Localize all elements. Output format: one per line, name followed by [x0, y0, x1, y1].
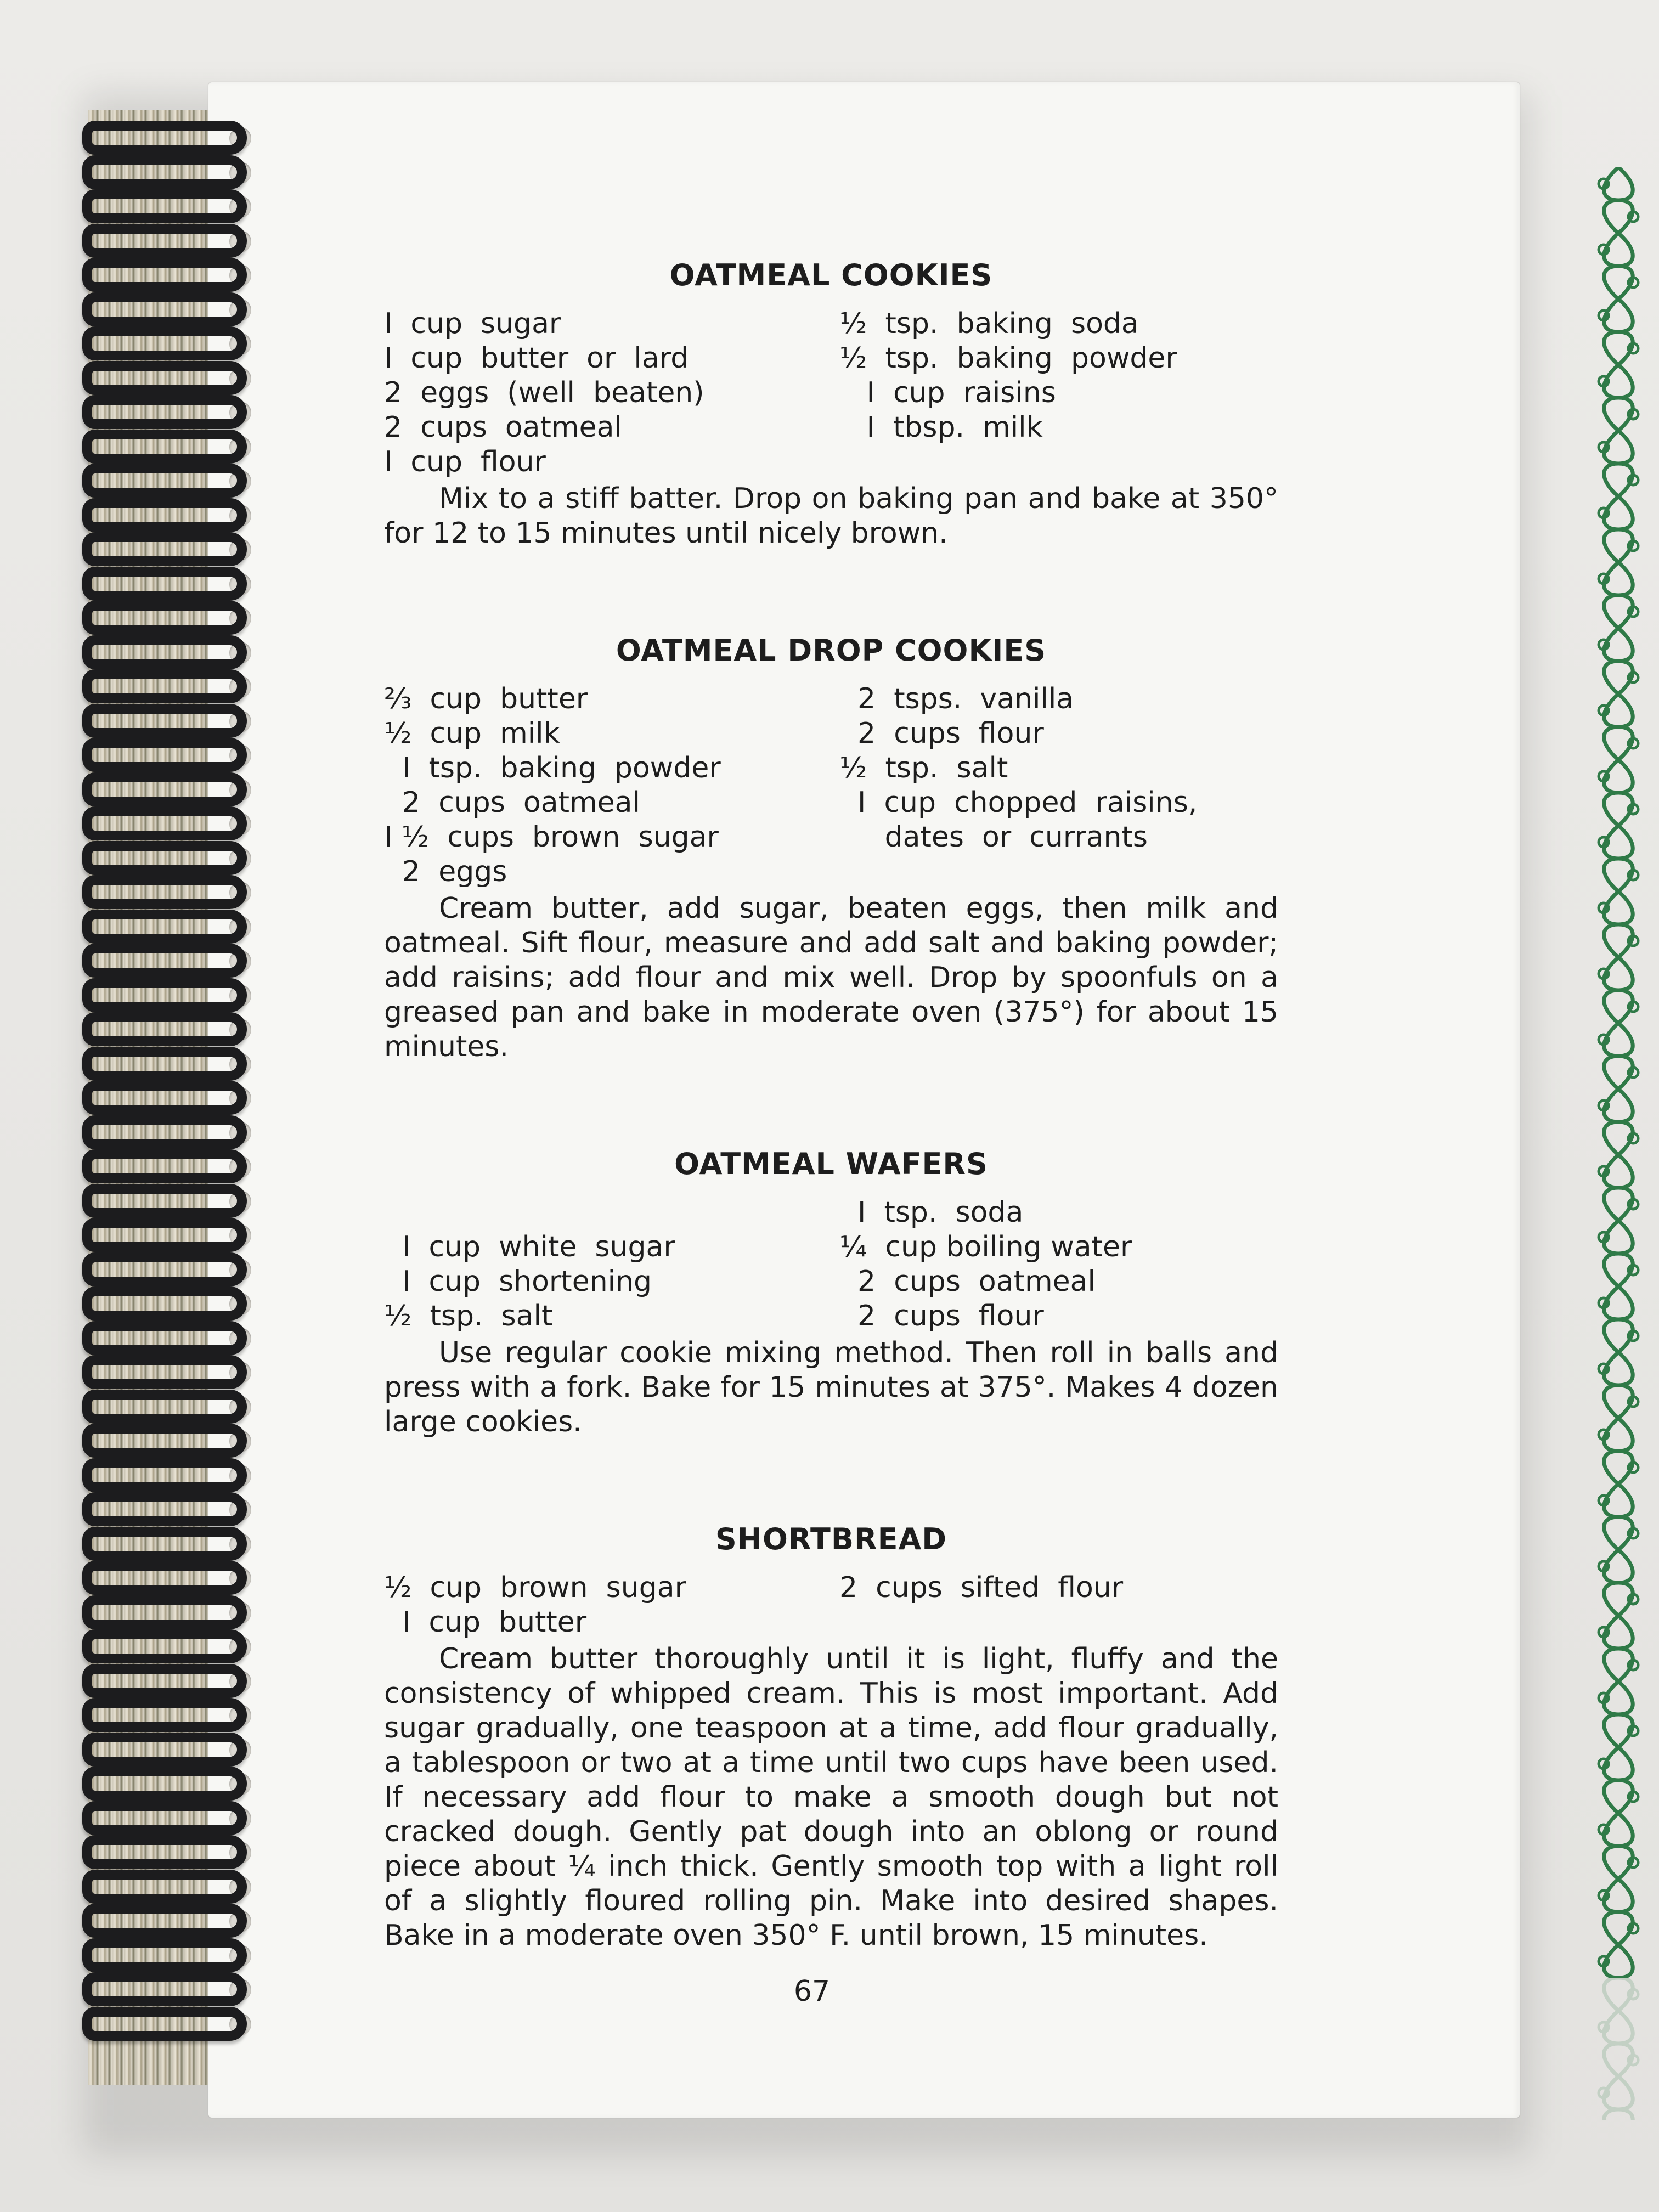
recipe-title: OATMEAL DROP COOKIES: [616, 633, 1047, 668]
spiral-ring: [82, 1390, 247, 1424]
spiral-ring: [82, 1733, 247, 1767]
spiral-ring: [82, 532, 247, 566]
spiral-ring: [82, 464, 247, 498]
spiral-ring: [82, 567, 247, 601]
ingredients-right-column: [839, 307, 1278, 479]
spiral-ring: [82, 910, 247, 944]
spiral-ring: [82, 1081, 247, 1115]
recipe-shortbread: [384, 1522, 1278, 1953]
ingredients-left-column: [384, 307, 839, 479]
spiral-ring: [82, 1424, 247, 1458]
spiral-ring: [82, 1972, 247, 2006]
spiral-ring: [82, 738, 247, 772]
spiral-ring: [82, 1561, 247, 1595]
ingredient: 2 cups oatmeal: [384, 411, 622, 444]
ingredient: 2 cups sifted flour: [839, 1571, 1124, 1604]
ingredient: ½ tsp. baking soda: [839, 307, 1139, 340]
decorative-vine-border: [1594, 167, 1643, 2120]
recipe-oatmeal-wafers: [384, 1147, 1278, 1440]
spiral-binding: [82, 121, 258, 2096]
ingredient: ½ tsp. salt: [839, 752, 1008, 785]
spiral-ring: [82, 772, 247, 806]
ingredient: 2 eggs: [384, 855, 507, 888]
ingredient: ½ tsp. baking powder: [839, 342, 1177, 375]
spiral-ring: [82, 1938, 247, 1972]
spiral-ring: [82, 395, 247, 429]
recipe-directions: Use regular cookie mixing method. Then roll in balls and press with a fork. Bake for 15 minutes at 375°. Makes 4 dozen large cookies.: [384, 1336, 1278, 1438]
spiral-ring: [82, 1286, 247, 1321]
recipe-title: OATMEAL COOKIES: [669, 258, 993, 292]
spiral-ring: [82, 121, 247, 155]
ingredient-list: [384, 682, 1278, 889]
spiral-ring: [82, 224, 247, 258]
spiral-ring: [82, 1527, 247, 1561]
recipe-oatmeal-cookies: [384, 258, 1278, 551]
spiral-ring: [82, 189, 247, 223]
spiral-ring: [82, 1252, 247, 1286]
ingredient: 2 cups flour: [839, 717, 1044, 750]
spiral-ring: [82, 1664, 247, 1698]
spiral-ring: [82, 361, 247, 395]
ingredient: I tbsp. milk: [839, 411, 1043, 444]
ingredient: I cup sugar: [384, 307, 561, 340]
recipe-directions: Cream butter thoroughly until it is light, fluffy and the consistency of whipped cream. This is most important. Add sugar gradually, one teaspoon at a time, add flour gradually, a tablespoon or two at a time until two cups have been used. If necessary add flour to make a smooth dough but not cracked dough. Gently pat dough into an oblong or round piece about ¼ inch thick. Gently smooth top with a light roll of a slightly floured rolling pin. Make into desired shapes. Bake in a moderate oven 350° F. until brown, 15 minutes.: [384, 1643, 1278, 1952]
ingredient: I cup chopped raisins,: [839, 786, 1198, 819]
ingredient: ⅔ cup butter: [384, 682, 588, 715]
spiral-ring: [82, 1458, 247, 1492]
ingredient: I cup white sugar: [384, 1231, 675, 1263]
recipe-directions: Cream butter, add sugar, beaten eggs, then milk and oatmeal. Sift flour, measure and add salt and baking powder; add raisins; add flour and mix well. Drop by spoonfuls on a greased pan and bake in moderate oven (375°) for about 15 minutes.: [384, 892, 1278, 1063]
ingredient-list: [384, 307, 1278, 479]
ingredient: ½ tsp. salt: [384, 1300, 553, 1333]
recipe-title: SHORTBREAD: [715, 1522, 947, 1556]
recipe-directions: Mix to a stiff batter. Drop on baking pan and bake at 350° for 12 to 15 minutes until nicely brown.: [384, 482, 1278, 550]
spiral-ring: [82, 2007, 247, 2041]
spiral-ring: [82, 978, 247, 1012]
spiral-ring: [82, 875, 247, 909]
spiral-ring: [82, 1149, 247, 1183]
ingredient: 2 cups oatmeal: [839, 1265, 1096, 1298]
ingredient: ½ cup brown sugar: [384, 1571, 686, 1604]
spiral-ring: [82, 1047, 247, 1081]
spiral-ring: [82, 1184, 247, 1218]
ingredient: 2 cups oatmeal: [384, 786, 640, 819]
recipe-oatmeal-drop-cookies: [384, 633, 1278, 1064]
ingredients-left-column: [384, 1571, 839, 1640]
ingredient: I cup raisins: [839, 376, 1056, 409]
ingredient: I cup flour: [384, 445, 546, 478]
recipe-title: OATMEAL WAFERS: [674, 1147, 988, 1181]
spiral-ring: [82, 326, 247, 360]
ingredient: 2 cups flour: [839, 1300, 1044, 1333]
ingredients-left-column: [384, 1195, 839, 1334]
ingredient: ¼ cup boiling water: [839, 1231, 1132, 1263]
ingredient: ½ cup milk: [384, 717, 560, 750]
spiral-ring: [82, 258, 247, 292]
spiral-ring: [82, 1012, 247, 1046]
spiral-ring: [82, 669, 247, 703]
ingredient: I tsp. baking powder: [384, 752, 721, 785]
spiral-ring: [82, 601, 247, 635]
spiral-ring: [82, 1767, 247, 1801]
spiral-ring: [82, 1870, 247, 1904]
ingredient: 2 eggs (well beaten): [384, 376, 704, 409]
spiral-ring: [82, 1492, 247, 1526]
ingredient-list: [384, 1571, 1278, 1640]
spiral-ring: [82, 1595, 247, 1629]
ingredient: I cup butter: [384, 1606, 587, 1639]
spiral-ring: [82, 1629, 247, 1663]
ingredients-left-column: [384, 682, 839, 889]
spiral-ring: [82, 1355, 247, 1389]
spiral-ring: [82, 1698, 247, 1732]
spiral-ring: [82, 1321, 247, 1355]
spiral-ring: [82, 1835, 247, 1869]
ingredient: 2 tsps. vanilla: [839, 682, 1074, 715]
ingredient: dates or currants: [839, 821, 1148, 854]
spiral-ring: [82, 155, 247, 189]
spiral-ring: [82, 841, 247, 875]
ingredients-right-column: [839, 682, 1278, 889]
spiral-ring: [82, 704, 247, 738]
ingredients-right-column: [839, 1195, 1278, 1334]
spiral-ring: [82, 1801, 247, 1835]
ingredient-list: [384, 1195, 1278, 1334]
spiral-ring: [82, 944, 247, 978]
spiral-ring: [82, 635, 247, 669]
page-content: [384, 258, 1278, 2035]
spiral-ring: [82, 806, 247, 840]
spiral-ring: [82, 1904, 247, 1938]
spiral-ring: [82, 498, 247, 532]
page-number: 67: [793, 1975, 831, 2008]
spiral-ring: [82, 292, 247, 326]
ingredient: I ½ cups brown sugar: [384, 821, 719, 854]
spiral-ring: [82, 1115, 247, 1149]
ingredient: I cup butter or lard: [384, 342, 689, 375]
ingredient: [384, 1195, 839, 1230]
ingredient: I cup shortening: [384, 1265, 652, 1298]
ingredient: I tsp. soda: [839, 1196, 1024, 1229]
ingredients-right-column: [839, 1571, 1278, 1640]
spiral-ring: [82, 430, 247, 464]
spiral-ring: [82, 1218, 247, 1252]
